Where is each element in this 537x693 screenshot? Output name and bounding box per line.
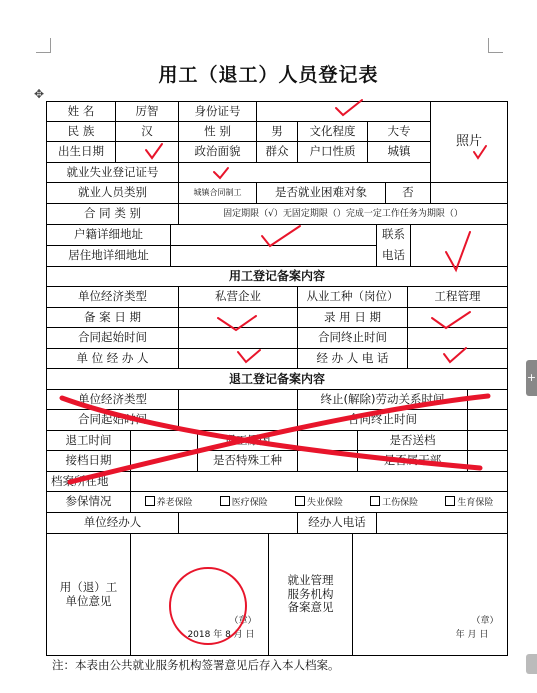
hire-econ-type-label: 单位经济类型 xyxy=(78,289,147,304)
id-number-value[interactable] xyxy=(257,102,430,121)
archive-location-label: 档案所在地 xyxy=(51,473,109,488)
employee-category-label: 就业人员类别 xyxy=(78,185,147,200)
page-corner-mark-right xyxy=(488,38,503,53)
leave-section-header: 退工登记备案内容 xyxy=(228,371,325,386)
job-label: 从业工种（岗位） xyxy=(306,289,399,304)
hukou-address-label: 户籍详细地址 xyxy=(74,227,143,242)
gender-value[interactable]: 男 xyxy=(271,123,283,138)
political-value[interactable]: 群众 xyxy=(265,144,289,159)
receive-date-label: 接档日期 xyxy=(65,453,112,468)
difficulty-label: 是否就业困难对象 xyxy=(275,185,367,200)
contract-start-label: 合同起始时间 xyxy=(78,330,147,345)
nation-value[interactable]: 汉 xyxy=(141,123,153,138)
unemployment-cert-value[interactable] xyxy=(179,163,430,182)
checkbox-icon[interactable] xyxy=(445,496,455,506)
photo-box[interactable]: 照片 xyxy=(455,134,482,150)
contract-end-value[interactable] xyxy=(408,328,507,348)
hire-operator-phone-value[interactable] xyxy=(408,349,507,368)
job-value[interactable]: 工程管理 xyxy=(434,289,481,304)
agency-opinion-date[interactable]: 年 月 日 xyxy=(455,629,489,640)
unemployment-cert-label: 就业失业登记证号 xyxy=(66,164,159,179)
insurance-label: 参保情况 xyxy=(65,494,112,509)
contract-end-label: 合同终止时间 xyxy=(318,330,387,345)
agency-opinion-label: 就业管理 服务机构 备案意见 xyxy=(287,572,334,615)
insurance-injury[interactable]: 工伤保险 xyxy=(370,496,418,509)
agency-seal-label: （章） xyxy=(471,615,499,626)
operator-phone-value[interactable] xyxy=(377,513,507,533)
political-label: 政治面貌 xyxy=(194,144,241,159)
contract-type-label: 合 同 类 别 xyxy=(84,206,141,221)
leave-contract-start-label: 合同起始时间 xyxy=(78,412,147,427)
hire-econ-type-value[interactable]: 私营企业 xyxy=(215,289,261,304)
gender-label: 性 别 xyxy=(204,123,231,138)
plus-icon[interactable]: + xyxy=(526,360,537,396)
insurance-unemployment[interactable]: 失业保险 xyxy=(295,496,343,509)
hire-operator-value[interactable] xyxy=(179,349,297,368)
nation-label: 民 族 xyxy=(67,123,95,138)
unit-seal-label: （章） xyxy=(229,615,257,626)
checkbox-icon[interactable] xyxy=(220,496,230,506)
is-cadre-label: 是否属干部 xyxy=(383,453,442,468)
hukou-type-label: 户口性质 xyxy=(309,144,356,159)
education-label: 文化程度 xyxy=(309,123,356,138)
operator-value[interactable] xyxy=(179,513,297,533)
hire-date-value[interactable] xyxy=(408,308,507,327)
residence-address-label: 居住地详细地址 xyxy=(68,248,149,263)
page-corner-mark-left xyxy=(36,38,51,53)
footnote: 注：本表由公共就业服务机构签署意见后存入本人档案。 xyxy=(52,658,340,672)
contract-type-value[interactable]: 固定期限（√）无固定期限（）完成一定工作任务为期限（） xyxy=(223,208,463,219)
difficulty-value[interactable]: 否 xyxy=(402,185,414,200)
name-value[interactable]: 厉智 xyxy=(135,103,159,118)
scroll-handle[interactable] xyxy=(526,654,537,674)
id-number-label: 身份证号 xyxy=(194,103,241,118)
hire-date-label: 录 用 日 期 xyxy=(324,309,381,324)
leave-contract-end-label: 合同终止时间 xyxy=(348,412,417,427)
hukou-address-value[interactable] xyxy=(171,225,376,245)
hire-operator-phone-label: 经 办 人 电 话 xyxy=(316,350,389,365)
sent-archive-label: 是否送档 xyxy=(389,432,436,447)
form-title: 用工（退工）人员登记表 xyxy=(158,64,379,86)
hukou-type-value[interactable]: 城镇 xyxy=(387,144,411,159)
filing-date-label: 备 案 日 期 xyxy=(84,309,141,324)
birth-date-value[interactable] xyxy=(116,142,178,162)
contact-phone-value[interactable] xyxy=(411,225,507,266)
checkbox-icon[interactable] xyxy=(295,496,305,506)
checkbox-icon[interactable] xyxy=(145,496,155,506)
unit-opinion-label: 用（退）工 单位意见 xyxy=(59,579,118,608)
filing-date-value[interactable] xyxy=(179,308,297,327)
operator-label: 单位经办人 xyxy=(83,515,142,530)
hire-section-header: 用工登记备案内容 xyxy=(228,269,325,284)
leave-time-label: 退工时间 xyxy=(65,432,112,447)
residence-address-value[interactable] xyxy=(171,246,376,266)
leave-econ-type-label: 单位经济类型 xyxy=(78,391,147,406)
leave-reason-label: 退工原因 xyxy=(224,432,271,447)
insurance-medical[interactable]: 医疗保险 xyxy=(220,496,268,509)
unit-opinion-date[interactable]: 2018 年 8 月 日 xyxy=(187,629,255,640)
name-label: 姓 名 xyxy=(67,103,95,118)
insurance-pension[interactable]: 养老保险 xyxy=(145,496,193,509)
employee-category-value[interactable]: 城镇合同制工 xyxy=(193,188,242,198)
terminate-time-label: 终止(解除)劳动关系时间 xyxy=(320,391,445,406)
insurance-maternity[interactable]: 生育保险 xyxy=(445,496,493,509)
contract-start-value[interactable] xyxy=(179,328,297,348)
insurance-options xyxy=(131,492,507,512)
move-icon[interactable]: ✥ xyxy=(34,87,45,101)
special-job-label: 是否特殊工种 xyxy=(213,453,282,468)
contact-label: 联系 xyxy=(382,227,405,242)
phone-label: 电话 xyxy=(382,248,405,263)
education-value[interactable]: 大专 xyxy=(387,123,411,138)
checkbox-icon[interactable] xyxy=(370,496,380,506)
hire-operator-label: 单 位 经 办 人 xyxy=(76,350,149,365)
operator-phone-label: 经办人电话 xyxy=(308,515,366,530)
birth-date-label: 出生日期 xyxy=(58,144,104,159)
